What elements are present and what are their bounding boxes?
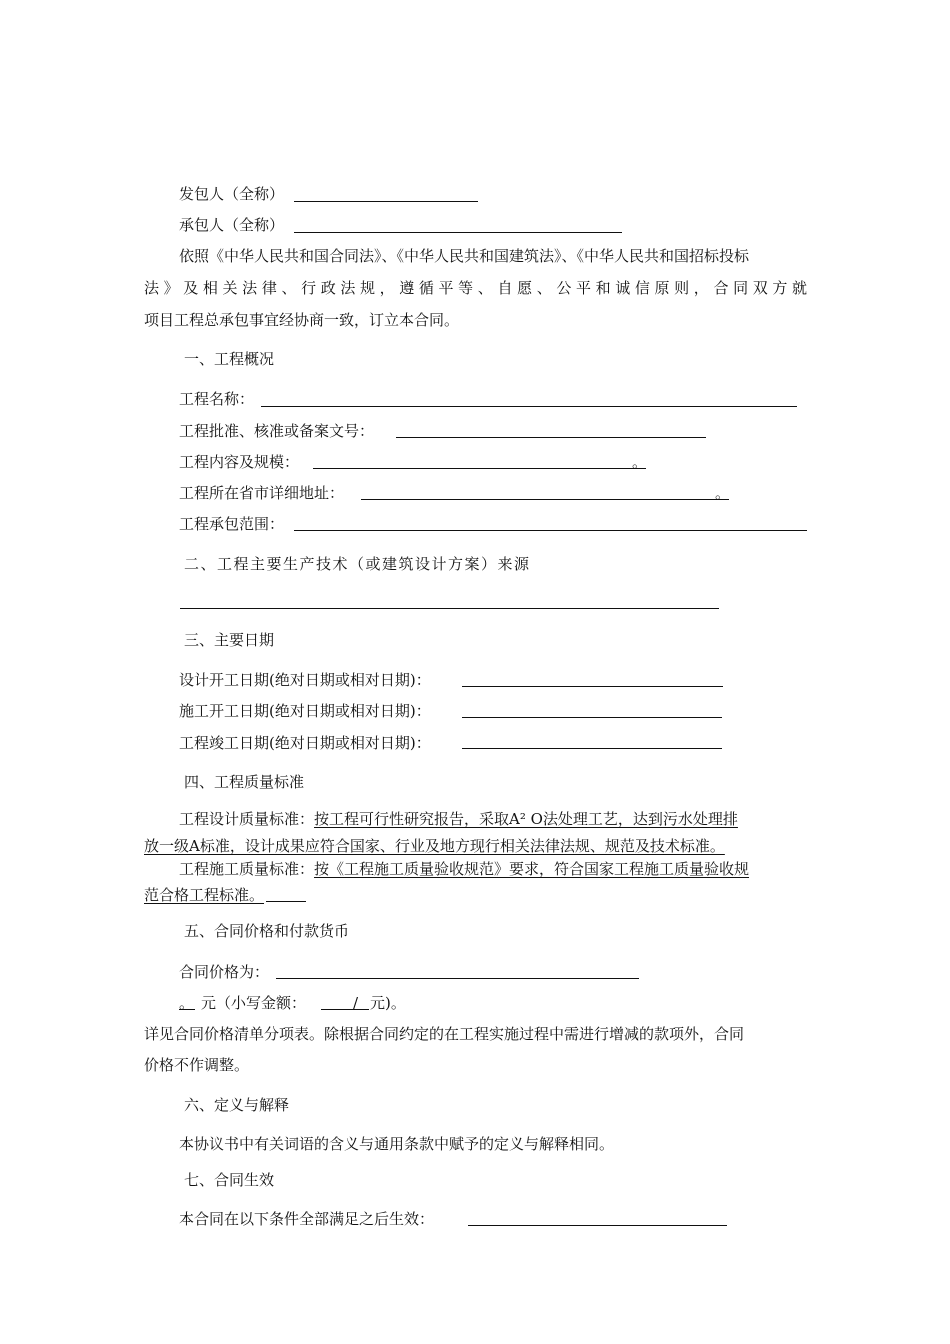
design-start-label: 设计开工日期(绝对日期或相对日期)： [179,671,431,689]
effectiveness-label: 本合同在以下条件全部满足之后生效： [179,1210,435,1228]
design-quality-label: 工程设计质量标准： [179,810,315,828]
intro-line-1: 依照《中华人民共和国合同法》、《中华人民共和国建筑法》、《中华人民共和国招标投标 [179,247,750,265]
section-2-heading: 二、工程主要生产技术（或建筑设计方案）来源 [184,555,531,573]
definitions-text: 本协议书中有关词语的含义与通用条款中赋予的定义与解释相同。 [179,1135,615,1153]
construction-quality-line-1 [179,859,749,879]
approval-number-label: 工程批准、核准或备案文号： [179,422,375,440]
project-name-label: 工程名称： [179,390,255,408]
construction-start-label: 施工开工日期(绝对日期或相对日期)： [179,702,431,720]
amount-figure-blank[interactable] [321,1009,369,1010]
scope-blank[interactable] [294,530,807,531]
completion-blank[interactable] [462,748,722,749]
construction-quality-label: 工程施工质量标准： [179,860,315,878]
content-scale-period: 。 [632,453,648,471]
construction-start-blank[interactable] [462,717,722,718]
section-3-heading: 三、主要日期 [184,631,275,649]
design-quality-line-1 [179,809,738,829]
amount-slash: / [353,994,359,1012]
scope-label: 工程承包范围： [179,515,285,533]
contractor-blank[interactable] [294,232,622,233]
construction-quality-trailing-blank [266,901,306,902]
section-4-heading: 四、工程质量标准 [184,773,305,791]
address-blank[interactable] [361,499,729,500]
content-scale-blank[interactable] [313,468,646,469]
section-5-heading: 五、合同价格和付款货币 [184,922,350,940]
design-quality-text-1: 按工程可行性研究报告，采取A² O法处理工艺，达到污水处理排 [314,810,738,828]
address-label: 工程所在省市详细地址： [179,484,345,502]
contract-price-label: 合同价格为： [179,963,270,981]
technology-source-blank[interactable] [180,608,719,609]
price-detail-line-2: 价格不作调整。 [144,1056,250,1074]
construction-quality-line-2 [144,885,264,905]
intro-line-2: 法》及相关法律、行政法规，遵循平等、自愿、公平和诚信原则，合同双方就 [144,279,807,297]
amount-start: 。 [179,994,195,1012]
section-1-heading: 一、工程概况 [184,350,275,368]
design-quality-text-2: 放一级A标准，设计成果应符合国家、行业及地方现行相关法律法规、规范及技术标准。 [144,837,725,855]
price-detail-line-1: 详见合同价格清单分项表。除根据合同约定的在工程实施过程中需进行增减的款项外，合同 [144,1025,745,1043]
amount-unit-open: 元（小写金额： [201,994,307,1012]
content-scale-label: 工程内容及规模： [179,453,300,471]
completion-label: 工程竣工日期(绝对日期或相对日期)： [179,734,431,752]
construction-quality-text-1: 按《工程施工质量验收规范》要求，符合国家工程施工质量验收规 [314,860,750,878]
design-quality-line-2 [144,836,725,856]
employer-label: 发包人（全称） [179,185,285,203]
address-period: 。 [715,484,731,502]
section-7-heading: 七、合同生效 [184,1171,275,1189]
contractor-label: 承包人（全称） [179,216,285,234]
construction-quality-text-2: 范合格工程标准。 [144,886,265,904]
approval-number-blank[interactable] [396,437,706,438]
employer-blank[interactable] [294,201,478,202]
design-start-blank[interactable] [462,686,723,687]
project-name-blank[interactable] [261,406,797,407]
amount-unit-close: 元)。 [370,994,406,1012]
section-6-heading: 六、定义与解释 [184,1096,290,1114]
amount-words-blank[interactable] [179,1009,195,1010]
contract-price-blank[interactable] [276,978,639,979]
effectiveness-blank[interactable] [468,1225,727,1226]
intro-line-3: 项目工程总承包事宜经协商一致，订立本合同。 [144,311,460,329]
